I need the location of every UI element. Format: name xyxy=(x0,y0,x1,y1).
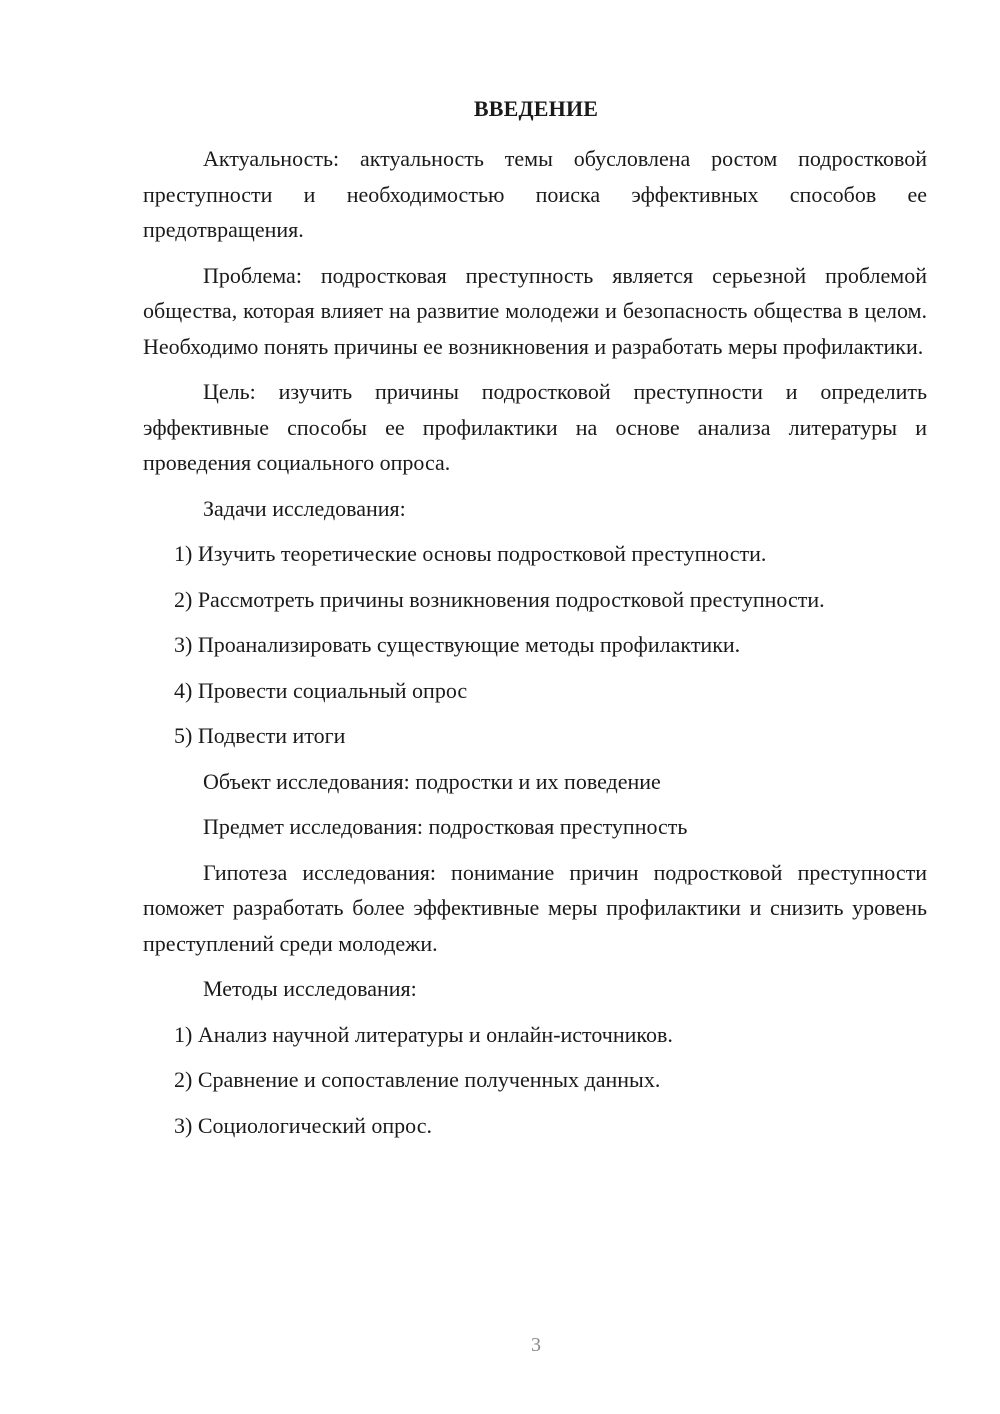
list-item: 3) Проанализировать существующие методы профилактики. xyxy=(174,632,741,657)
list-item: 1) Анализ научной литературы и онлайн-источников. xyxy=(174,1021,673,1047)
list-item: 3) Социологический опрос. xyxy=(174,1112,432,1138)
problem-paragraph: Проблема: подростковая преступность является серьезной проблемой общества, которая влияет на развитие молодежи и безопасность общества в целом. Необходимо понять причины ее возникновения и разработать меры профилактики. xyxy=(143,262,927,359)
object-paragraph: Объект исследования: подростки и их поведение xyxy=(203,768,661,794)
tasks-heading: Задачи исследования: xyxy=(203,495,406,521)
list-item: 2) Рассмотреть причины возникновения подростковой преступности. xyxy=(174,586,825,612)
document-body xyxy=(143,141,927,1153)
methods-list xyxy=(143,1017,927,1144)
page-number: 3 xyxy=(531,1334,541,1356)
list-item: 2) Сравнение и сопоставление полученных данных. xyxy=(174,1067,661,1092)
list-item: 5) Подвести итоги xyxy=(174,723,346,748)
page-title: ВВЕДЕНИЕ xyxy=(473,96,599,121)
tasks-list xyxy=(143,536,927,754)
methods-heading: Методы исследования: xyxy=(203,976,417,1001)
hypothesis-paragraph: Гипотеза исследования: понимание причин подростковой преступности поможет разработать более эффективные меры профилактики и снизить уровень преступлений среди молодежи. xyxy=(143,859,927,956)
goal-paragraph: Цель: изучить причины подростковой преступности и определить эффективные способы ее профилактики на основе анализа литературы и проведения социального опроса. xyxy=(143,379,927,475)
list-item: 1) Изучить теоретические основы подростковой преступности. xyxy=(174,541,767,566)
list-item: 4) Провести социальный опрос xyxy=(174,677,468,703)
relevance-paragraph: Актуальность: актуальность темы обусловлена ростом подростковой преступности и необходимостью поиска эффективных способов ее предотвращения. xyxy=(143,146,927,242)
subject-paragraph: Предмет исследования: подростковая преступность xyxy=(203,814,688,839)
